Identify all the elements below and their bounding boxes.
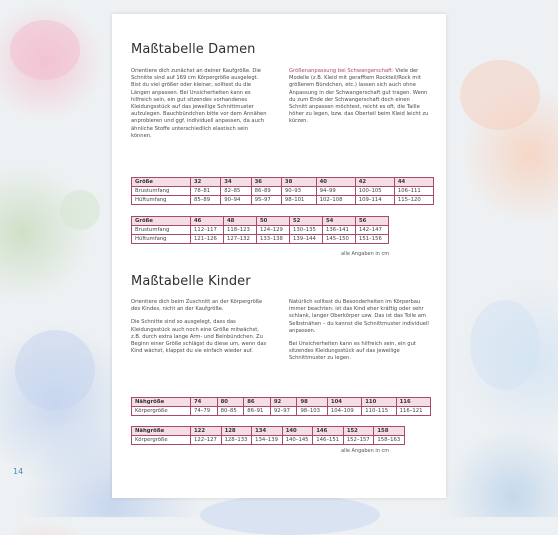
background-flower-decoration xyxy=(460,60,540,130)
table-cell: 86–91 xyxy=(244,407,271,416)
table-cell: 90–93 xyxy=(281,187,316,196)
table-cell: 104–109 xyxy=(327,407,361,416)
table-cell: 139–144 xyxy=(290,235,323,244)
table-cell: 92 xyxy=(270,398,297,407)
table-cell: 122 xyxy=(191,427,222,436)
table-cell: 48 xyxy=(224,217,257,226)
damen-left-column xyxy=(131,68,269,146)
table-cell: 116 xyxy=(396,398,430,407)
page-number: 14 xyxy=(13,467,24,476)
table-cell: 112–117 xyxy=(191,226,224,235)
table-cell: 52 xyxy=(290,217,323,226)
row-label-cell: Brustumfang xyxy=(132,187,191,196)
table-cell: 102–108 xyxy=(316,196,355,205)
table-cell: 80 xyxy=(217,398,244,407)
table-cell: 94–99 xyxy=(316,187,355,196)
table-cell: 100–105 xyxy=(355,187,394,196)
table-cell: 140–145 xyxy=(282,436,313,445)
table-header-row xyxy=(132,178,434,187)
table-cell: 140 xyxy=(282,427,313,436)
document-page xyxy=(112,14,446,498)
table-cell: 152 xyxy=(343,427,374,436)
row-label-cell: Hüftumfang xyxy=(132,235,191,244)
kinder-body-text: Natürlich solltest du Besonderheiten im Körperbau immer beachten: ist das Kind eher kräftig oder sehr schlank, langer Oberkörper usw. Das ist das Tolle am Selbstnähen – du kannst die Schnittmuster individuell anpassen. xyxy=(289,299,429,334)
table-cell: 40 xyxy=(316,178,355,187)
table-cell: 136–141 xyxy=(323,226,356,235)
table-cell: 109–114 xyxy=(355,196,394,205)
table-cell: 128 xyxy=(221,427,252,436)
table-cell: 90–94 xyxy=(221,196,251,205)
table-cell: 54 xyxy=(323,217,356,226)
table-cell: 134 xyxy=(252,427,283,436)
pregnancy-text: Viele der Modelle (z.B. Kleid mit gerafftem Rockteil/Rock mit größerem Bündchen, etc.) lassen sich auch ohne Anpassung in der Schwangerschaft gut tragen. Wenn du zum Ende der Schwangerschaft doch einen Schnitt anpassen möchtest, reicht es oft, die Taille höher zu legen, bzw. das Oberteil beim Kleid leicht zu kürzen. xyxy=(289,68,429,125)
table-cell: 158 xyxy=(374,427,405,436)
table-cell: 74–79 xyxy=(191,407,218,416)
table-cell: 86–89 xyxy=(251,187,281,196)
table-header-row xyxy=(132,427,405,436)
table-header-row xyxy=(132,398,431,407)
table-cell: 152–157 xyxy=(343,436,374,445)
table-cell: 42 xyxy=(355,178,394,187)
table-cell: 151–156 xyxy=(356,235,389,244)
table-cell: 146 xyxy=(313,427,344,436)
row-label-cell: Nähgröße xyxy=(132,398,191,407)
table-cell: 118–123 xyxy=(224,226,257,235)
table-cell: 122–127 xyxy=(191,436,222,445)
table-row xyxy=(132,235,389,244)
kinder-left-column xyxy=(131,299,269,361)
table-cell: 38 xyxy=(281,178,316,187)
table-cell: 121–126 xyxy=(191,235,224,244)
title-kinder: Maßtabelle Kinder xyxy=(131,274,251,289)
pregnancy-heading: Größenanpassung bei Schwangerschaft: xyxy=(289,68,394,74)
table-cell: 127–132 xyxy=(224,235,257,244)
table-cell: 142–147 xyxy=(356,226,389,235)
table-row xyxy=(132,196,434,205)
table-cell: 133–138 xyxy=(257,235,290,244)
table-cell: 95–97 xyxy=(251,196,281,205)
table-cell: 110 xyxy=(362,398,396,407)
damen-intro-text: Orientiere dich zunächst an deiner Kaufgröße. Die Schnitte sind auf 169 cm Körpergröße ausgelegt. Bist du viel größer oder kleiner, solltest du die Längen anpassen. Bei Unsicherheiten kann es hilfreich sein, ein gut sitzendes vorhandenes Kleidungsstück auf das jeweilige Schnittmuster aufzulegen. Bauchbündchen bitte vor dem Annähen anprobieren und ggf. individuell anpassen, da auch ähnliche Stoffe unterschiedlich elastisch sein können. xyxy=(131,68,267,139)
background-flower-decoration xyxy=(15,330,95,410)
table-row xyxy=(132,407,431,416)
table-cell: 44 xyxy=(394,178,433,187)
table-cell: 146–151 xyxy=(313,436,344,445)
table-cell: 98 xyxy=(297,398,327,407)
table-cell: 74 xyxy=(191,398,218,407)
size-table-kinder-1 xyxy=(131,397,431,416)
table-cell: 36 xyxy=(251,178,281,187)
table-cell: 134–139 xyxy=(252,436,283,445)
table-cell: 110–115 xyxy=(362,407,396,416)
title-damen: Maßtabelle Damen xyxy=(131,42,256,57)
row-label-cell: Größe xyxy=(132,178,191,187)
table-cell: 106–111 xyxy=(394,187,433,196)
pregnancy-paragraph xyxy=(289,68,429,126)
table-cell: 128–133 xyxy=(221,436,252,445)
table-header-row xyxy=(132,217,389,226)
row-label-cell: Brustumfang xyxy=(132,226,191,235)
table-cell: 158–163 xyxy=(374,436,405,445)
table-cell: 116–121 xyxy=(396,407,430,416)
background-flower-decoration xyxy=(10,20,80,80)
background-flower-decoration xyxy=(470,300,540,390)
kinder-intro-text: Orientiere dich beim Zuschnitt an der Körpergröße des Kindes, nicht an der Kaufgröße. xyxy=(131,299,263,313)
table-cell: 130–135 xyxy=(290,226,323,235)
row-label-cell: Hüftumfang xyxy=(132,196,191,205)
size-table-kinder-2 xyxy=(131,426,405,445)
table-cell: 80–85 xyxy=(217,407,244,416)
table-cell: 50 xyxy=(257,217,290,226)
table-cell: 56 xyxy=(356,217,389,226)
row-label-cell: Körpergröße xyxy=(132,407,191,416)
table-cell: 124–129 xyxy=(257,226,290,235)
row-label-cell: Größe xyxy=(132,217,191,226)
table-cell: 104 xyxy=(327,398,361,407)
table-row xyxy=(132,436,405,445)
table-cell: 78–81 xyxy=(191,187,221,196)
table-row xyxy=(132,187,434,196)
background-flower-decoration xyxy=(60,190,100,230)
table-cell: 115–120 xyxy=(394,196,433,205)
size-table-damen-1 xyxy=(131,177,434,205)
table-cell: 34 xyxy=(221,178,251,187)
background-flower-decoration xyxy=(200,495,380,535)
units-note-kinder: alle Angaben in cm xyxy=(341,448,390,454)
table-cell: 92–97 xyxy=(270,407,297,416)
table-cell: 98–103 xyxy=(297,407,327,416)
kinder-right-column xyxy=(289,299,429,369)
units-note-damen: alle Angaben in cm xyxy=(341,251,390,257)
table-cell: 82–85 xyxy=(221,187,251,196)
table-cell: 98–101 xyxy=(281,196,316,205)
table-cell: 32 xyxy=(191,178,221,187)
row-label-cell: Nähgröße xyxy=(132,427,191,436)
table-cell: 85–89 xyxy=(191,196,221,205)
damen-right-column xyxy=(289,68,429,132)
table-cell: 145–150 xyxy=(323,235,356,244)
kinder-growth-text: Die Schnitte sind so ausgelegt, dass das Kleidungsstück auch noch eine Größe mitwächst, z.B. durch extra lange Arm- und Beinbündchen. Zu Beginn einer Größe schlägst du diese um, wenn das Kind wächst, klappst du sie einfach wieder auf. xyxy=(131,319,267,355)
kinder-uncertainty-text: Bei Unsicherheiten kann es hilfreich sein, ein gut sitzendes Kleidungsstück auf das jeweilige Schnittmuster zu legen. xyxy=(289,341,416,362)
size-table-damen-2 xyxy=(131,216,389,244)
table-row xyxy=(132,226,389,235)
table-cell: 86 xyxy=(244,398,271,407)
table-cell: 46 xyxy=(191,217,224,226)
row-label-cell: Körpergröße xyxy=(132,436,191,445)
